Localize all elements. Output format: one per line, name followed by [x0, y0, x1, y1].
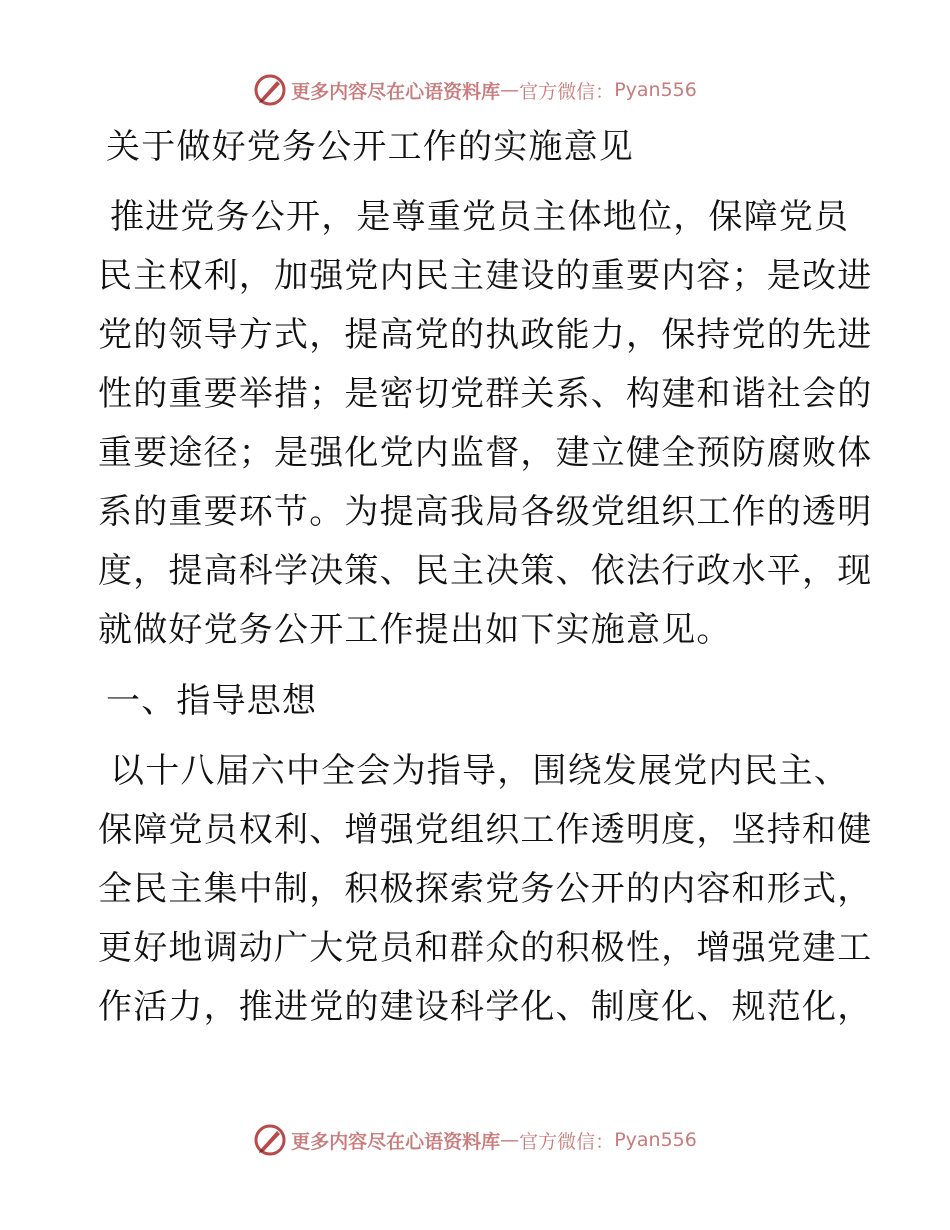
- paragraph-line: 全民主集中制，积极探索党务公开的内容和形式，: [98, 869, 873, 909]
- watermark-wechat-label: 官方微信：: [519, 1130, 615, 1153]
- paragraph-line: 党的领导方式，提高党的执政能力，保持党的先进: [98, 315, 873, 355]
- watermark-footer: [0, 1120, 950, 1160]
- watermark-main-text: 更多内容尽在心语资料库: [291, 80, 501, 103]
- document-body: [98, 118, 873, 1037]
- watermark-dash: —: [500, 1129, 520, 1151]
- quill-logo-icon: [253, 73, 287, 107]
- watermark-wechat-id: Pyan556: [614, 1129, 697, 1151]
- paragraph-line: 保障党员权利、增强党组织工作透明度，坚持和健: [98, 810, 873, 850]
- paragraph-line: 系的重要环节。为提高我局各级党组织工作的透明: [98, 492, 873, 532]
- paragraph-line: 度，提高科学决策、民主决策、依法行政水平，现: [98, 551, 873, 591]
- watermark-wechat-id: Pyan556: [614, 79, 697, 101]
- section-heading: 一、指导思想: [106, 681, 318, 721]
- paragraph-2: [98, 742, 873, 1037]
- paragraph-line: 就做好党务公开工作提出如下实施意见。: [98, 610, 732, 650]
- paragraph-line: 推进党务公开，是尊重党员主体地位，保障党员: [110, 197, 850, 237]
- document-title: 关于做好党务公开工作的实施意见: [106, 127, 634, 167]
- paragraph-line: 更好地调动广大党员和群众的积极性，增强党建工: [98, 928, 873, 968]
- paragraph-line: 性的重要举措；是密切党群关系、构建和谐社会的: [98, 374, 873, 414]
- paragraph-1: [98, 188, 873, 660]
- paragraph-line: 以十八届六中全会为指导，围绕发展党内民主、: [110, 751, 850, 791]
- watermark-main-text: 更多内容尽在心语资料库: [291, 1130, 501, 1153]
- paragraph-line: 作活力，推进党的建设科学化、制度化、规范化，: [98, 987, 873, 1027]
- watermark-wechat-label: 官方微信：: [519, 80, 615, 103]
- quill-logo-icon: [253, 1123, 287, 1157]
- watermark-header: [0, 70, 950, 110]
- paragraph-line: 重要途径；是强化党内监督，建立健全预防腐败体: [98, 433, 873, 473]
- paragraph-line: 民主权利，加强党内民主建设的重要内容；是改进: [98, 256, 873, 296]
- watermark-dash: —: [500, 79, 520, 101]
